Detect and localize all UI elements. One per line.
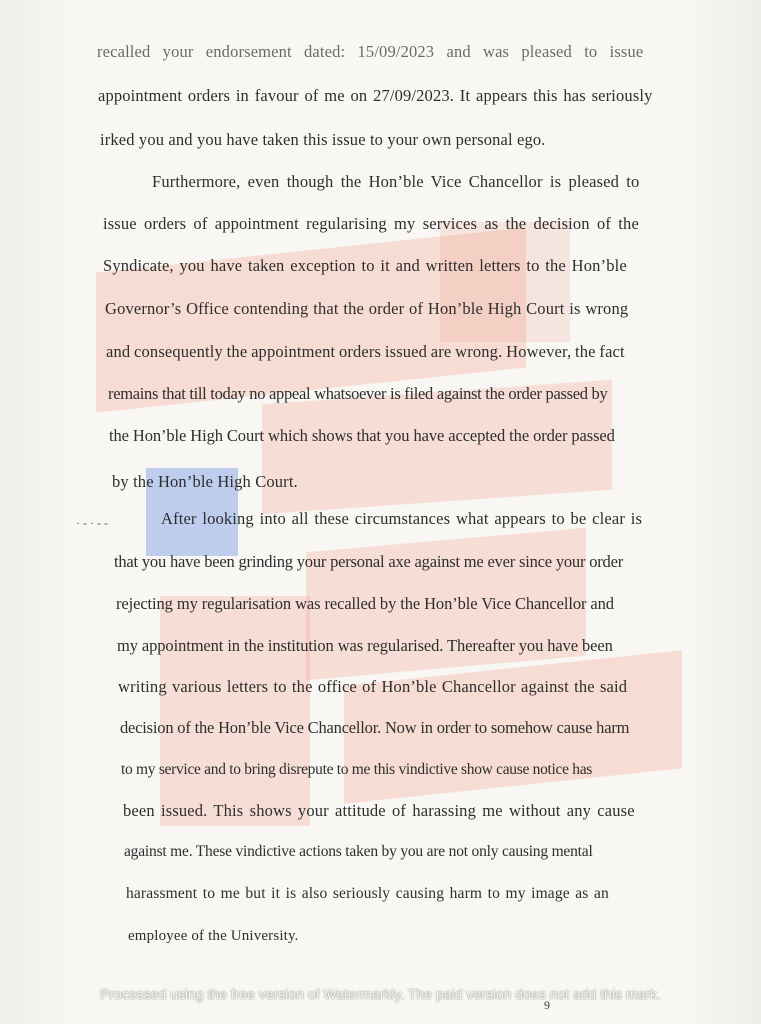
text-line: appointment orders in favour of me on 27/09/2023. It appears this has seriously xyxy=(98,86,653,105)
text-line: employee of the University. xyxy=(128,928,299,944)
page-number: 9 xyxy=(544,998,550,1012)
text-line: decision of the Hon’ble Vice Chancellor. Now in order to somehow cause harm xyxy=(120,718,630,737)
text-line: Furthermore, even though the Hon’ble Vice Chancellor is pleased to xyxy=(152,172,640,191)
text-line: rejecting my regularisation was recalled by the Hon’ble Vice Chancellor and xyxy=(116,594,614,613)
text-line: by the Hon’ble High Court. xyxy=(112,472,298,491)
text-line: my appointment in the institution was regularised. Thereafter you have been xyxy=(117,636,613,655)
watermark-shape xyxy=(160,596,310,826)
margin-marks: · - · - - xyxy=(76,516,108,530)
watermark-caption: Processed using the free version of Watermarkly. The paid version does not add this mark. xyxy=(100,986,661,1002)
text-line: been issued. This shows your attitude of harassing me without any cause xyxy=(123,801,635,820)
text-line: recalled your endorsement dated: 15/09/2023 and was pleased to issue xyxy=(97,42,644,61)
text-line: issue orders of appointment regularising my services as the decision of the xyxy=(103,214,639,233)
text-line: the Hon’ble High Court which shows that you have accepted the order passed xyxy=(109,426,615,445)
text-line: harassment to me but it is also seriously causing harm to my image as an xyxy=(126,885,609,902)
text-line: that you have been grinding your personal axe against me ever since your order xyxy=(114,552,624,571)
text-line: to my service and to bring disrepute to me this vindictive show cause notice has xyxy=(121,761,593,778)
text-line: against me. These vindictive actions taken by you are not only causing mental xyxy=(124,843,593,860)
text-line: and consequently the appointment orders issued are wrong. However, the fact xyxy=(106,342,625,361)
watermark-shape xyxy=(440,222,570,342)
text-line: Syndicate, you have taken exception to it and written letters to the Hon’ble xyxy=(103,256,627,275)
text-line: After looking into all these circumstances what appears to be clear is xyxy=(161,509,643,528)
text-line: Governor’s Office contending that the order of Hon’ble High Court is wrong xyxy=(105,299,629,318)
text-line: writing various letters to the office of Hon’ble Chancellor against the said xyxy=(118,677,628,696)
text-line: irked you and you have taken this issue to your own personal ego. xyxy=(100,130,546,149)
text-line: remains that till today no appeal whatsoever is filed against the order passed by xyxy=(108,384,608,403)
